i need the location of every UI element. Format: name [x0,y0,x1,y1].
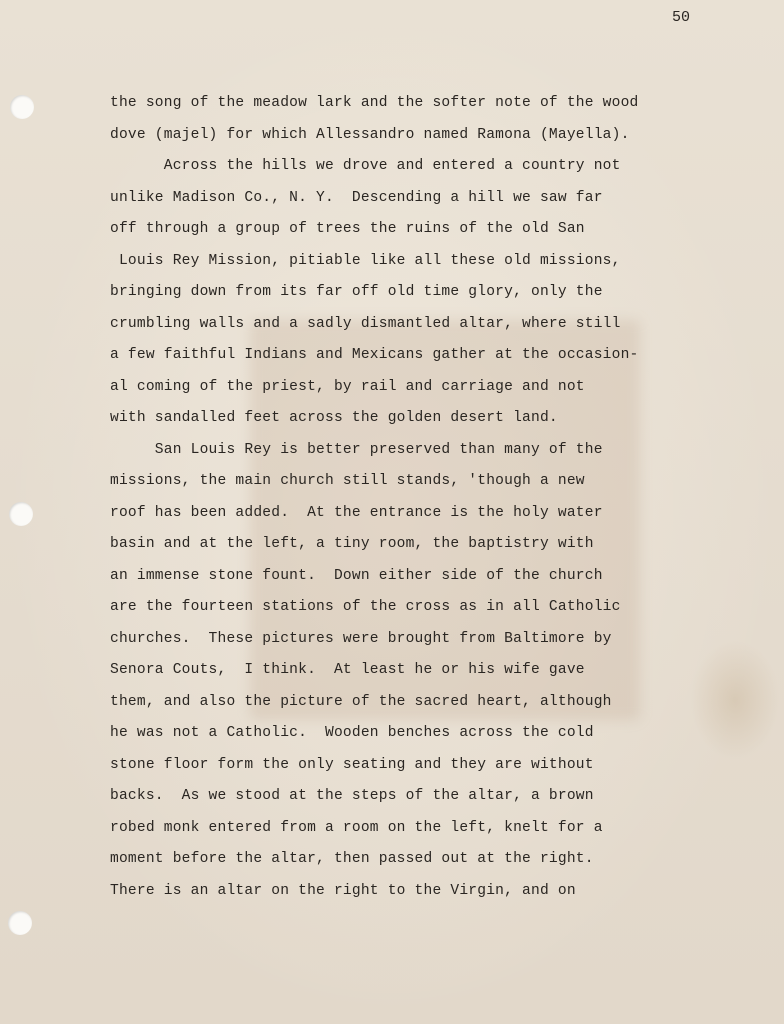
body-text [110,88,690,907]
paper-stain [690,640,780,760]
text-line: stone floor form the only seating and they are without [110,756,594,773]
text-line: al coming of the priest, by rail and carriage and not [110,378,585,395]
text-line: missions, the main church still stands, 'though a new [110,473,585,489]
punch-hole [8,911,32,935]
text-line: There is an altar on the right to the Virgin, and on [110,882,576,899]
text-line: an immense stone fount. Down either side of the church [110,567,603,584]
text-line: bringing down from its far off old time glory, only the [110,284,603,300]
text-line: a few faithful Indians and Mexicans gather at the occasion- [110,347,639,363]
punch-hole [10,95,34,119]
text-line: them, and also the picture of the sacred heart, although [110,693,612,710]
text-line: off through a group of trees the ruins of the old San [110,221,585,237]
text-line: robed monk entered from a room on the left, knelt for a [110,819,603,836]
text-line: Across the hills we drove and entered a country not [110,158,621,174]
punch-hole [9,502,33,526]
text-line: Senora Couts, I think. At least he or his wife gave [110,662,585,678]
text-line: dove (majel) for which Allessandro named Ramona (Mayella). [110,126,630,143]
text-line: the song of the meadow lark and the softer note of the wood [110,95,639,111]
text-line: churches. These pictures were brought from Baltimore by [110,630,612,647]
text-line: basin and at the left, a tiny room, the baptistry with [110,536,594,552]
text-line: moment before the altar, then passed out at the right. [110,851,594,867]
text-line: San Louis Rey is better preserved than many of the [110,441,603,458]
text-line: Louis Rey Mission, pitiable like all these old missions, [110,252,621,269]
page-number: 50 [672,9,691,26]
text-line: he was not a Catholic. Wooden benches across the cold [110,725,594,741]
text-line: are the fourteen stations of the cross as in all Catholic [110,599,621,615]
text-line: unlike Madison Co., N. Y. Descending a hill we saw far [110,189,603,206]
text-line: with sandalled feet across the golden desert land. [110,410,558,426]
text-line: backs. As we stood at the steps of the altar, a brown [110,788,594,804]
text-line: crumbling walls and a sadly dismantled altar, where still [110,315,621,332]
text-line: roof has been added. At the entrance is the holy water [110,504,603,521]
